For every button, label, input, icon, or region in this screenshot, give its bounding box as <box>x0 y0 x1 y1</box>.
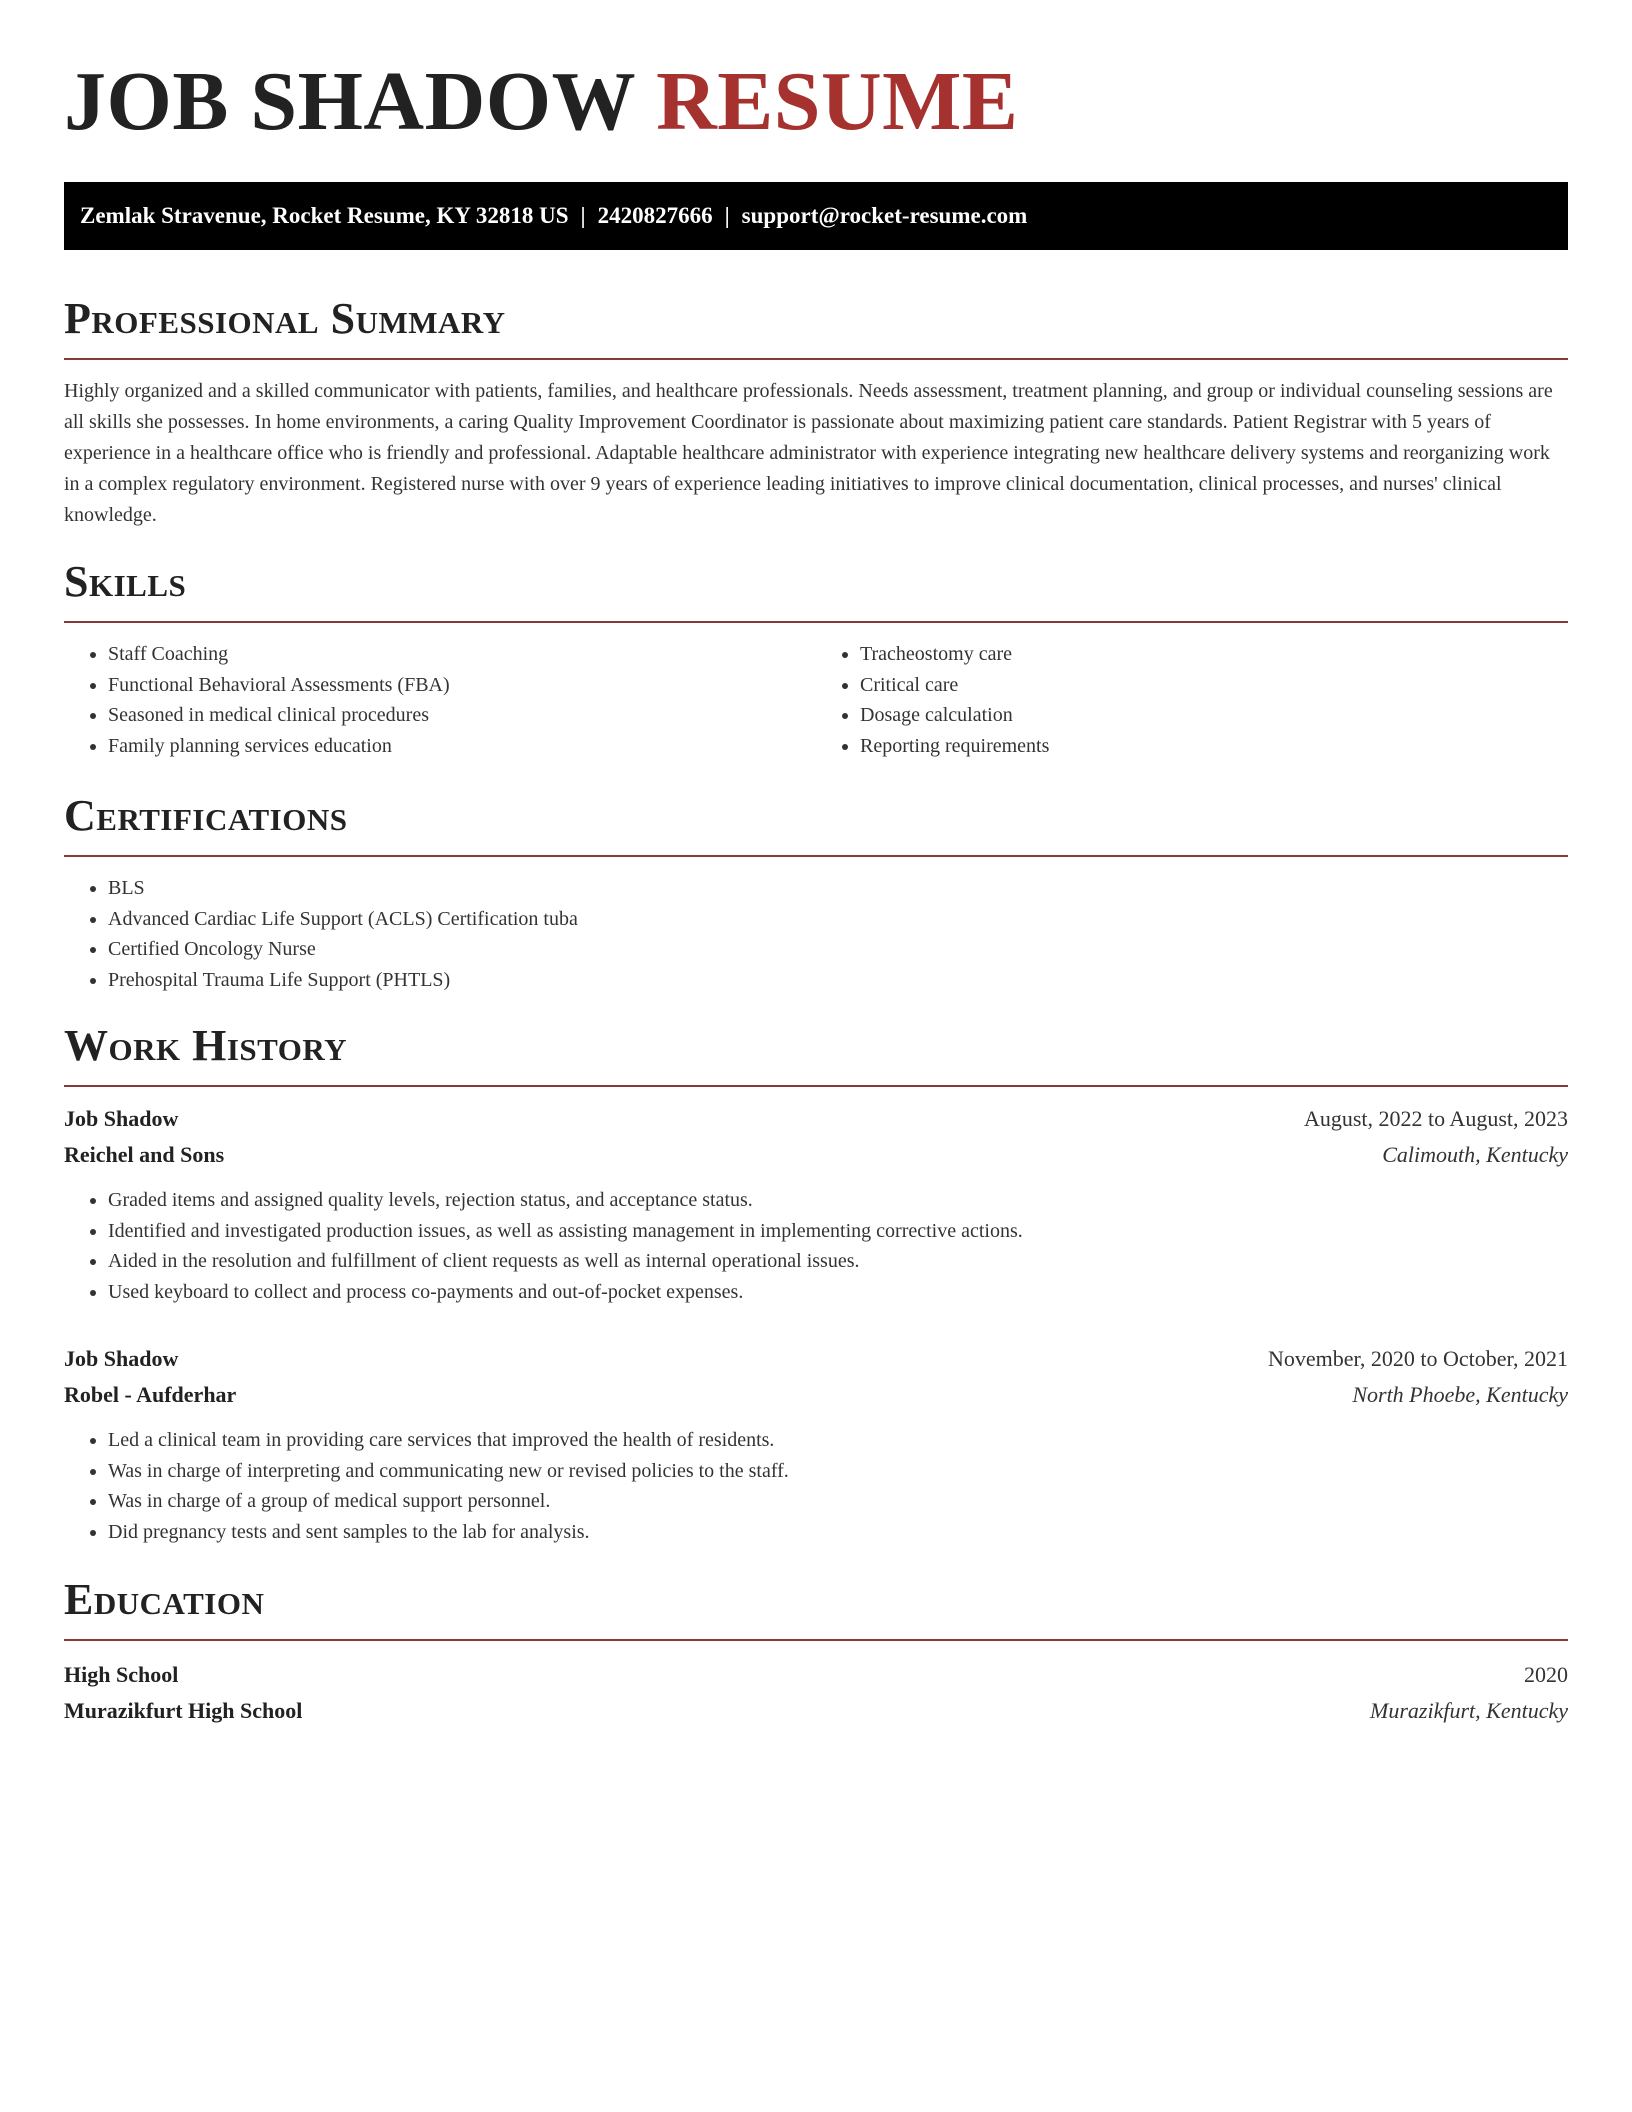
section-heading: Education <box>64 1575 265 1624</box>
certification-item: • BLS <box>108 873 1568 904</box>
job-duty: • Aided in the resolution and fulfillment of client requests as well as internal operational issues. <box>108 1246 1568 1277</box>
skills-section <box>64 557 1568 761</box>
contact-bar <box>64 182 1568 250</box>
job-dates: November, 2020 to October, 2021 <box>1267 1346 1568 1371</box>
section-heading: Professional Summary <box>64 294 506 343</box>
section-divider <box>64 1085 1568 1087</box>
job-duties-list <box>64 1425 1568 1547</box>
certifications-section <box>64 791 1568 995</box>
education-header-row <box>64 1657 1568 1693</box>
skills-list-left <box>64 639 816 761</box>
certification-item: • Certified Oncology Nurse <box>108 934 1568 965</box>
contact-address: Zemlak Stravenue, Rocket Resume, KY 32818 US <box>80 203 569 228</box>
job-duty: • Graded items and assigned quality levels, rejection status, and acceptance status. <box>108 1185 1568 1216</box>
education-year: 2020 <box>1524 1662 1568 1687</box>
work-history-section <box>64 1021 1568 1547</box>
section-divider <box>64 1639 1568 1641</box>
job-company-row <box>64 1137 1568 1173</box>
job-company: Reichel and Sons <box>64 1142 225 1167</box>
job-duty: • Led a clinical team in providing care services that improved the health of residents. <box>108 1425 1568 1456</box>
job-title: Job Shadow <box>64 1106 179 1131</box>
job-duty: • Was in charge of interpreting and communicating new or revised policies to the staff. <box>108 1456 1568 1487</box>
job-location: Calimouth, Kentucky <box>1382 1142 1568 1167</box>
education-degree: High School <box>64 1662 179 1687</box>
resume-title <box>64 52 1568 152</box>
job-entry <box>64 1101 1568 1307</box>
job-duties-list <box>64 1185 1568 1307</box>
section-divider <box>64 358 1568 360</box>
job-company: Robel - Aufderhar <box>64 1382 237 1407</box>
skill-item: • Critical care <box>860 670 1568 701</box>
education-school-row <box>64 1693 1568 1729</box>
job-header-row <box>64 1341 1568 1377</box>
skill-item: • Seasoned in medical clinical procedures <box>108 700 816 731</box>
job-dates: August, 2022 to August, 2023 <box>1303 1106 1568 1131</box>
section-heading: Certifications <box>64 791 348 840</box>
contact-phone: 2420827666 <box>597 203 713 228</box>
job-company-row <box>64 1377 1568 1413</box>
education-location: Murazikfurt, Kentucky <box>1370 1698 1568 1723</box>
job-duty: • Did pregnancy tests and sent samples to the lab for analysis. <box>108 1517 1568 1548</box>
summary-section <box>64 294 1568 531</box>
job-header-row <box>64 1101 1568 1137</box>
certifications-list <box>64 873 1568 995</box>
contact-separator: | <box>724 203 730 228</box>
contact-email: support@rocket-resume.com <box>741 203 1028 228</box>
job-entry <box>64 1341 1568 1547</box>
job-duty: • Was in charge of a group of medical support personnel. <box>108 1486 1568 1517</box>
skills-columns <box>64 639 1568 761</box>
section-heading: Skills <box>64 557 187 606</box>
section-heading: Work History <box>64 1021 348 1070</box>
job-location: North Phoebe, Kentucky <box>1352 1382 1568 1407</box>
section-divider <box>64 621 1568 623</box>
skill-item: • Staff Coaching <box>108 639 816 670</box>
skills-list-right <box>816 639 1568 761</box>
job-duty: • Used keyboard to collect and process co-payments and out-of-pocket expenses. <box>108 1277 1568 1308</box>
job-duty: • Identified and investigated production issues, as well as assisting management in implementing corrective actions. <box>108 1216 1568 1247</box>
education-section <box>64 1575 1568 1729</box>
contact-separator: | <box>580 203 586 228</box>
skill-item: • Family planning services education <box>108 731 816 762</box>
section-divider <box>64 855 1568 857</box>
skill-item: • Tracheostomy care <box>860 639 1568 670</box>
title-accent: RESUME <box>656 55 1019 148</box>
skill-item: • Functional Behavioral Assessments (FBA) <box>108 670 816 701</box>
certification-item: • Advanced Cardiac Life Support (ACLS) Certification tuba <box>108 904 1568 935</box>
skill-item: • Dosage calculation <box>860 700 1568 731</box>
certification-item: • Prehospital Trauma Life Support (PHTLS) <box>108 965 1568 996</box>
education-school: Murazikfurt High School <box>64 1698 303 1723</box>
summary-text: Highly organized and a skilled communicator with patients, families, and healthcare professionals. Needs assessment, treatment planning, and group or individual counseling sessions are all skills she possesses. In home environments, a caring Quality Improvement Coordinator is passionate about maximizing patient care standards. Patient Registrar with 5 years of experience in a healthcare office who is friendly and professional. Adaptable healthcare administrator with experience integrating new healthcare delivery systems and reorganizing work in a complex regulatory environment. Registered nurse with over 9 years of experience leading initiatives to improve clinical documentation, clinical processes, and nurses' clinical knowledge. <box>64 380 1553 526</box>
job-title: Job Shadow <box>64 1346 179 1371</box>
title-main: JOB SHADOW <box>64 55 635 148</box>
skill-item: • Reporting requirements <box>860 731 1568 762</box>
